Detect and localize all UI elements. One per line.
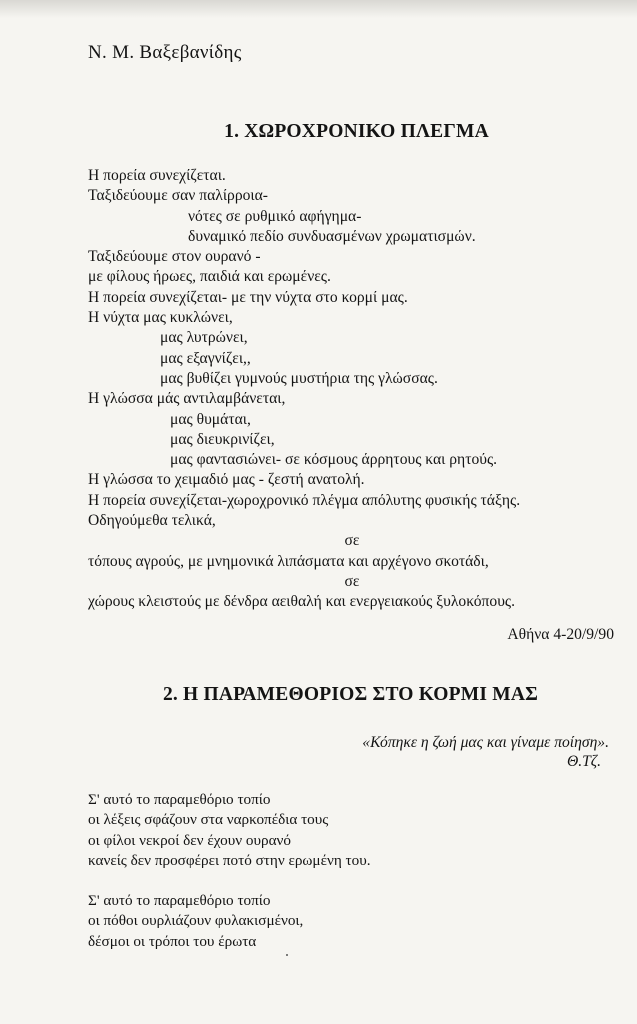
poem1-title: 1. ΧΩΡΟΧΡΟΝΙΚΟ ΠΛΕΓΜΑ bbox=[224, 121, 489, 142]
poem-line: χώρους κλειστούς με δένδρα αειθαλή και ενεργειακούς ξυλοκόπους. bbox=[88, 593, 515, 611]
poem1-body bbox=[88, 166, 636, 613]
poem-line: μας εξαγνίζει,, bbox=[160, 349, 251, 367]
author-name: Ν. Μ. Βαξεβανίδης bbox=[88, 42, 242, 63]
poem-line: σε bbox=[344, 572, 360, 590]
poem-line: μας βυθίζει γυμνούς μυστήρια της γλώσσας. bbox=[160, 369, 438, 387]
poem-line: Η γλώσσα μάς αντιλαμβάνεται, bbox=[88, 390, 286, 408]
poem-line: μας θυμάται, bbox=[170, 410, 251, 428]
poem-line: Σ' αυτό το παραμεθόριο τοπίο bbox=[88, 892, 271, 910]
poem2-body bbox=[88, 790, 371, 952]
poem-line: οι λέξεις σφάζουν στα ναρκοπέδια τους bbox=[88, 811, 329, 829]
poem-line: δέσμοι οι τρόποι του έρωτα bbox=[88, 932, 257, 950]
poem-line: μας διευκρινίζει, bbox=[170, 430, 275, 448]
poem-line: Οδηγούμεθα τελικά, bbox=[88, 512, 216, 530]
poem-line: Η πορεία συνεχίζεται. bbox=[88, 167, 226, 184]
poem-line: Η νύχτα μας κυκλώνει, bbox=[88, 309, 233, 327]
poem-line: Η γλώσσα το χειμαδιό μας - ζεστή ανατολή. bbox=[88, 471, 365, 489]
poem-line: νότες σε ρυθμικό αφήγημα- bbox=[188, 207, 362, 225]
poem-line: μας φαντασιώνει- σε κόσμους άρρητους και ρητούς. bbox=[170, 451, 498, 469]
epigraph-quote: «Κόπηκε η ζωή μας και γίναμε ποίηση». bbox=[362, 734, 609, 751]
place-date: Αθήνα 4-20/9/90 bbox=[507, 626, 614, 643]
poem-line: μας λυτρώνει, bbox=[160, 329, 248, 347]
poem-line: Σ' αυτό το παραμεθόριο τοπίο bbox=[88, 791, 271, 808]
poem-line: κανείς δεν προσφέρει ποτό στην ερωμένη του. bbox=[88, 851, 371, 869]
scan-edge bbox=[0, 0, 637, 18]
epigraph-author: Θ.Τζ. bbox=[566, 753, 601, 770]
poem-line: Ταξιδεύουμε σαν παλίρροια- bbox=[88, 187, 268, 205]
poem-line: τόπους αγρούς, με μνημονικά λιπάσματα και αρχέγονο σκοτάδι, bbox=[88, 552, 489, 570]
poem-line: Ταξιδεύουμε στον ουρανό - bbox=[88, 248, 261, 266]
scan-speck bbox=[286, 954, 288, 956]
poem-line: οι πόθοι ουρλιάζουν φυλακισμένοι, bbox=[88, 912, 304, 930]
poem-line: σε bbox=[344, 532, 360, 550]
poem-line: δυναμικό πεδίο συνδυασμένων χρωματισμών. bbox=[188, 227, 476, 245]
poem-line: οι φίλοι νεκροί δεν έχουν ουρανό bbox=[88, 831, 291, 849]
stanza-break bbox=[88, 871, 371, 891]
poem2-title: 2. Η ΠΑΡΑΜΕΘΟΡΙΟΣ ΣΤΟ ΚΟΡΜΙ ΜΑΣ bbox=[162, 684, 539, 705]
poem-line: με φίλους ήρωες, παιδιά και ερωμένες. bbox=[88, 268, 331, 286]
epigraph bbox=[362, 733, 609, 771]
poem-line: Η πορεία συνεχίζεται-χωροχρονικό πλέγμα απόλυτης φυσικής τάξης. bbox=[88, 491, 521, 509]
poem-line: Η πορεία συνεχίζεται- με την νύχτα στο κορμί μας. bbox=[88, 288, 408, 306]
